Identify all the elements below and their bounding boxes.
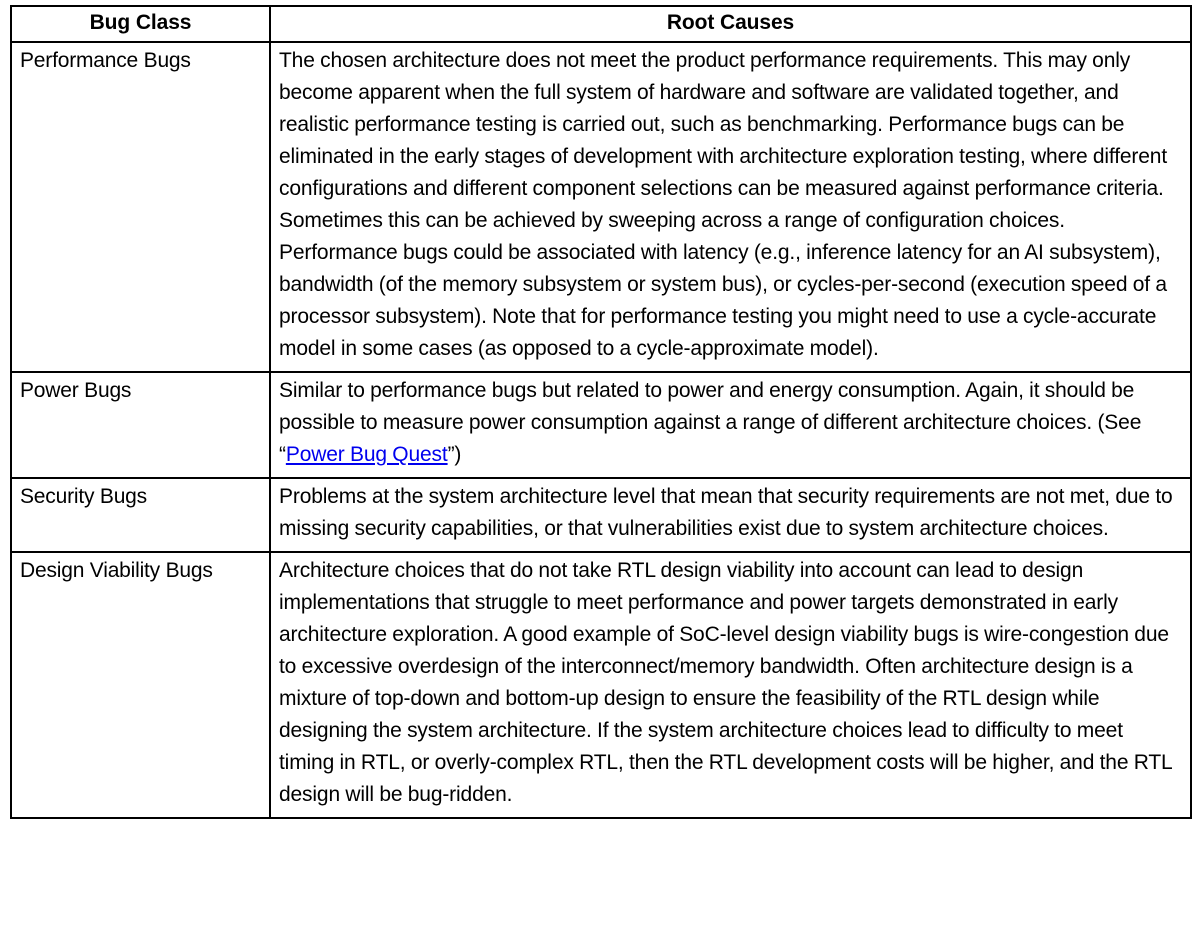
bug-class-label: Power Bugs <box>20 379 132 402</box>
bug-class-label: Security Bugs <box>20 485 147 508</box>
column-header-root-causes <box>270 6 1191 42</box>
root-causes-text-before-link: Similar to performance bugs but related to power and energy consumption. Again, it should be possible to measure power consumption against a range of different architecture choices. (See “ <box>279 379 1142 466</box>
bug-class-cell-security <box>11 478 270 552</box>
bug-class-cell-design-viability <box>11 552 270 818</box>
root-causes-cell-power <box>270 372 1191 478</box>
table-body <box>11 42 1191 818</box>
root-causes-text-after-link: ”) <box>447 443 462 466</box>
table-row <box>11 552 1191 818</box>
bug-class-cell-performance <box>11 42 270 372</box>
table-row <box>11 478 1191 552</box>
table-header-row <box>11 6 1191 42</box>
root-causes-cell-performance <box>270 42 1191 372</box>
table-row <box>11 372 1191 478</box>
root-causes-text <box>279 375 1182 471</box>
bug-class-label: Performance Bugs <box>20 49 191 72</box>
root-causes-cell-design-viability <box>270 552 1191 818</box>
power-bug-quest-link[interactable]: Power Bug Quest <box>285 443 448 466</box>
bug-class-root-causes-table <box>10 5 1192 819</box>
root-causes-cell-security <box>270 478 1191 552</box>
table-header <box>11 6 1191 42</box>
column-header-root-causes-label: Root Causes <box>666 11 795 34</box>
bug-class-label: Design Viability Bugs <box>20 559 213 582</box>
bug-class-cell-power <box>11 372 270 478</box>
column-header-bug-class <box>11 6 270 42</box>
table-row <box>11 42 1191 372</box>
root-causes-text: Problems at the system architecture level that mean that security requirements are not met, due to missing security capabilities, or that vulnerabilities exist due to system architecture choices. <box>279 485 1173 540</box>
root-causes-text: Architecture choices that do not take RTL design viability into account can lead to design implementations that struggle to meet performance and power targets demonstrated in early architecture exploration. A good example of SoC-level design viability bugs is wire-congestion due to excessive overdesign of the interconnect/memory bandwidth. Often architecture design is a mixture of top-down and bottom-up design to ensure the feasibility of the RTL design while designing the system architecture. If the system architecture choices lead to difficulty to meet timing in RTL, or overly-complex RTL, then the RTL development costs will be higher, and the RTL design will be bug-ridden. <box>279 559 1172 806</box>
root-causes-text: The chosen architecture does not meet the product performance requirements. This may only become apparent when the full system of hardware and software are validated together, and realistic performance testing is carried out, such as benchmarking. Performance bugs can be eliminated in the early stages of development with architecture exploration testing, where different configurations and different component selections can be measured against performance criteria. Sometimes this can be achieved by sweeping across a range of configuration choices. Performance bugs could be associated with latency (e.g., inference latency for an AI subsystem), bandwidth (of the memory subsystem or system bus), or cycles-per-second (execution speed of a processor subsystem). Note that for performance testing you might need to use a cycle-accurate model in some cases (as opposed to a cycle-approximate model). <box>279 49 1168 360</box>
column-header-bug-class-label: Bug Class <box>89 11 192 34</box>
